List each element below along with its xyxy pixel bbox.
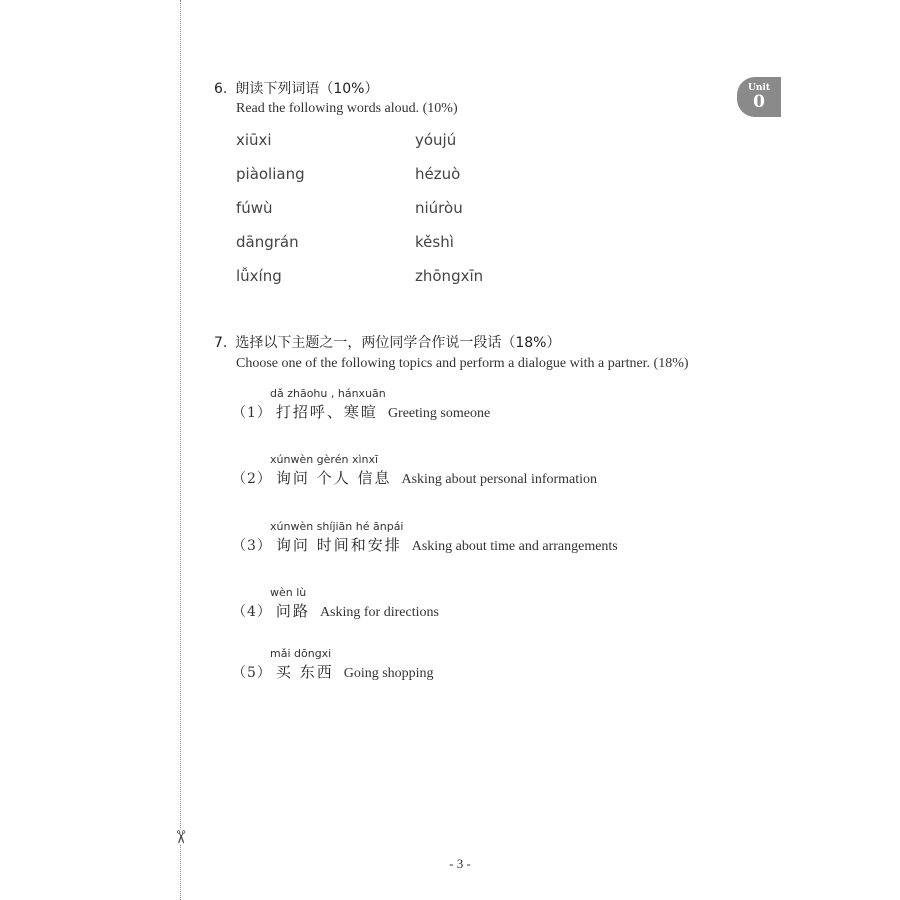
- topic-english: Asking about time and arrangements: [411, 539, 618, 554]
- word-item: lǚxíng: [236, 267, 282, 285]
- topic-hanzi: 打招呼、寒暄: [275, 403, 378, 421]
- topic-item: [232, 401, 490, 422]
- word-item: piàoliang: [236, 165, 305, 183]
- section-6-heading: [214, 78, 378, 98]
- topic-item: [232, 467, 597, 488]
- word-item: zhōngxīn: [415, 267, 484, 285]
- section-6-title: 朗读下列词语（10%）: [235, 81, 379, 97]
- word-item: xiūxi: [236, 131, 272, 149]
- scissors-icon: ✂: [169, 829, 191, 845]
- topic-index: （1）: [232, 405, 272, 421]
- section-7-title: 选择以下主题之一，两位同学合作说一段话（18%）: [235, 335, 561, 351]
- unit-tab: [737, 77, 781, 117]
- section-6-subtitle: Read the following words aloud. (10%): [236, 101, 458, 116]
- topic-hanzi: 买 东西: [275, 663, 334, 681]
- topic-hanzi: 问路: [275, 602, 310, 620]
- topic-english: Going shopping: [343, 666, 434, 681]
- topic-english: Asking about personal information: [401, 472, 598, 487]
- section-7-subtitle: Choose one of the following topics and perform a dialogue with a partner. (18%): [236, 356, 689, 371]
- word-item: fúwù: [236, 199, 273, 217]
- topic-item: [232, 661, 434, 682]
- topic-hanzi: 询问 个人 信息: [275, 469, 392, 487]
- topic-index: （2）: [232, 471, 272, 487]
- cut-line: [180, 0, 181, 900]
- page-number: - 3 -: [449, 856, 471, 871]
- topic-item: [232, 534, 618, 555]
- topic-item: [232, 600, 439, 621]
- topic-index: （4）: [232, 604, 272, 620]
- topic-pinyin: dǎ zhāohu , hánxuān: [270, 387, 386, 400]
- section-7-number: 7.: [214, 335, 228, 351]
- section-7-heading: [214, 332, 560, 352]
- topic-index: （5）: [232, 665, 272, 681]
- word-item: hézuò: [415, 165, 461, 183]
- topic-english: Greeting someone: [387, 406, 491, 421]
- unit-label: Unit: [748, 83, 770, 93]
- topic-pinyin: xúnwèn gèrén xìnxī: [270, 453, 379, 466]
- topic-index: （3）: [232, 538, 272, 554]
- word-item: dāngrán: [236, 233, 299, 251]
- word-item: niúròu: [415, 199, 463, 217]
- topic-pinyin: mǎi dōngxi: [270, 647, 332, 660]
- topic-pinyin: wèn lù: [270, 586, 307, 599]
- word-item: yóujú: [415, 131, 457, 149]
- section-6-number: 6.: [214, 81, 228, 97]
- word-item: kěshì: [415, 233, 454, 251]
- unit-number: 0: [753, 92, 765, 112]
- topic-hanzi: 询问 时间和安排: [275, 536, 402, 554]
- topic-english: Asking for directions: [319, 605, 439, 620]
- topic-pinyin: xúnwèn shíjiān hé ānpái: [270, 520, 404, 533]
